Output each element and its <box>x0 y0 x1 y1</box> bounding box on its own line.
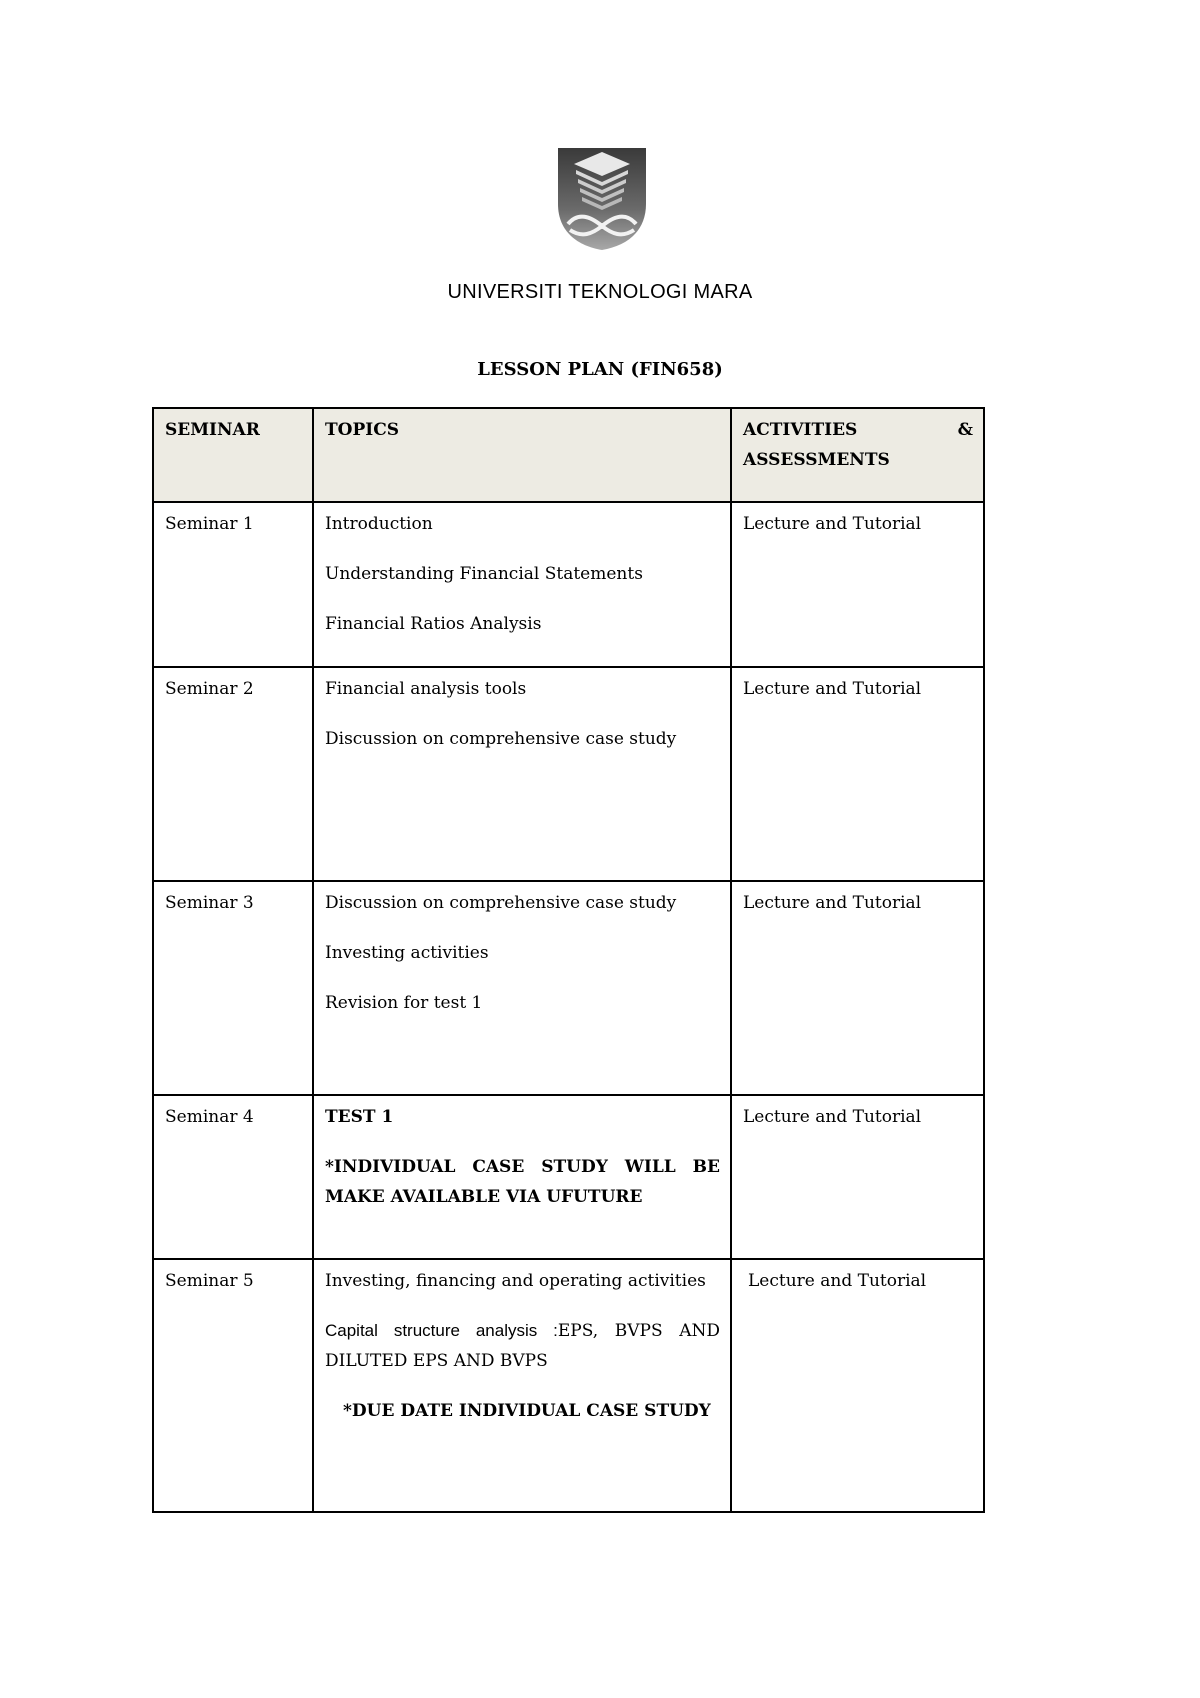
table-row <box>153 1259 984 1512</box>
table-row <box>153 881 984 1095</box>
topics-cell <box>313 1259 731 1512</box>
ampersand: & <box>957 420 973 440</box>
topic-item-part: EPS, BVPS AND DILUTED EPS AND BVPS <box>325 1321 720 1371</box>
assessments-word: ASSESSMENTS <box>743 450 890 470</box>
topic-item: Investing activities <box>325 943 489 963</box>
seminar-cell: Seminar 2 <box>153 667 313 881</box>
topics-cell <box>313 667 731 881</box>
column-header-topics: TOPICS <box>313 408 731 502</box>
topic-item: Understanding Financial Statements <box>325 564 643 584</box>
lesson-plan-title: LESSON PLAN (FIN658) <box>477 359 723 380</box>
activities-word: ACTIVITIES <box>743 420 858 440</box>
university-crest-logo <box>556 146 648 252</box>
lesson-plan-table <box>152 407 985 1513</box>
table-header-row <box>153 408 984 502</box>
activity-cell: Lecture and Tutorial <box>731 1095 984 1259</box>
activity-cell: Lecture and Tutorial <box>731 502 984 667</box>
topic-item: TEST 1 <box>325 1107 394 1127</box>
column-header-activities <box>731 408 984 502</box>
university-name: UNIVERSITI TEKNOLOGI MARA <box>447 281 753 303</box>
topic-item <box>325 1316 720 1376</box>
topic-item-part: Capital structure analysis : <box>325 1321 558 1340</box>
activity-cell: Lecture and Tutorial <box>731 667 984 881</box>
topics-cell <box>313 881 731 1095</box>
activity-cell: Lecture and Tutorial <box>731 881 984 1095</box>
topic-item: Financial Ratios Analysis <box>325 614 542 634</box>
column-header-seminar: SEMINAR <box>153 408 313 502</box>
topic-item: Introduction <box>325 514 433 534</box>
table-row <box>153 667 984 881</box>
topic-item: *INDIVIDUAL CASE STUDY WILL BE MAKE AVAILABLE VIA UFUTURE <box>325 1157 720 1207</box>
seminar-cell: Seminar 1 <box>153 502 313 667</box>
table-row <box>153 1095 984 1259</box>
topic-item: Discussion on comprehensive case study <box>325 893 677 913</box>
activity-cell: Lecture and Tutorial <box>731 1259 984 1512</box>
topic-item: Financial analysis tools <box>325 679 527 699</box>
topics-cell <box>313 1095 731 1259</box>
topics-cell <box>313 502 731 667</box>
seminar-cell: Seminar 5 <box>153 1259 313 1512</box>
topic-item: *DUE DATE INDIVIDUAL CASE STUDY <box>343 1401 711 1421</box>
topic-item: Revision for test 1 <box>325 993 483 1013</box>
seminar-cell: Seminar 3 <box>153 881 313 1095</box>
topic-item: Investing, financing and operating activities <box>325 1271 706 1291</box>
topic-item: Discussion on comprehensive case study <box>325 729 677 749</box>
seminar-cell: Seminar 4 <box>153 1095 313 1259</box>
table-row <box>153 502 984 667</box>
